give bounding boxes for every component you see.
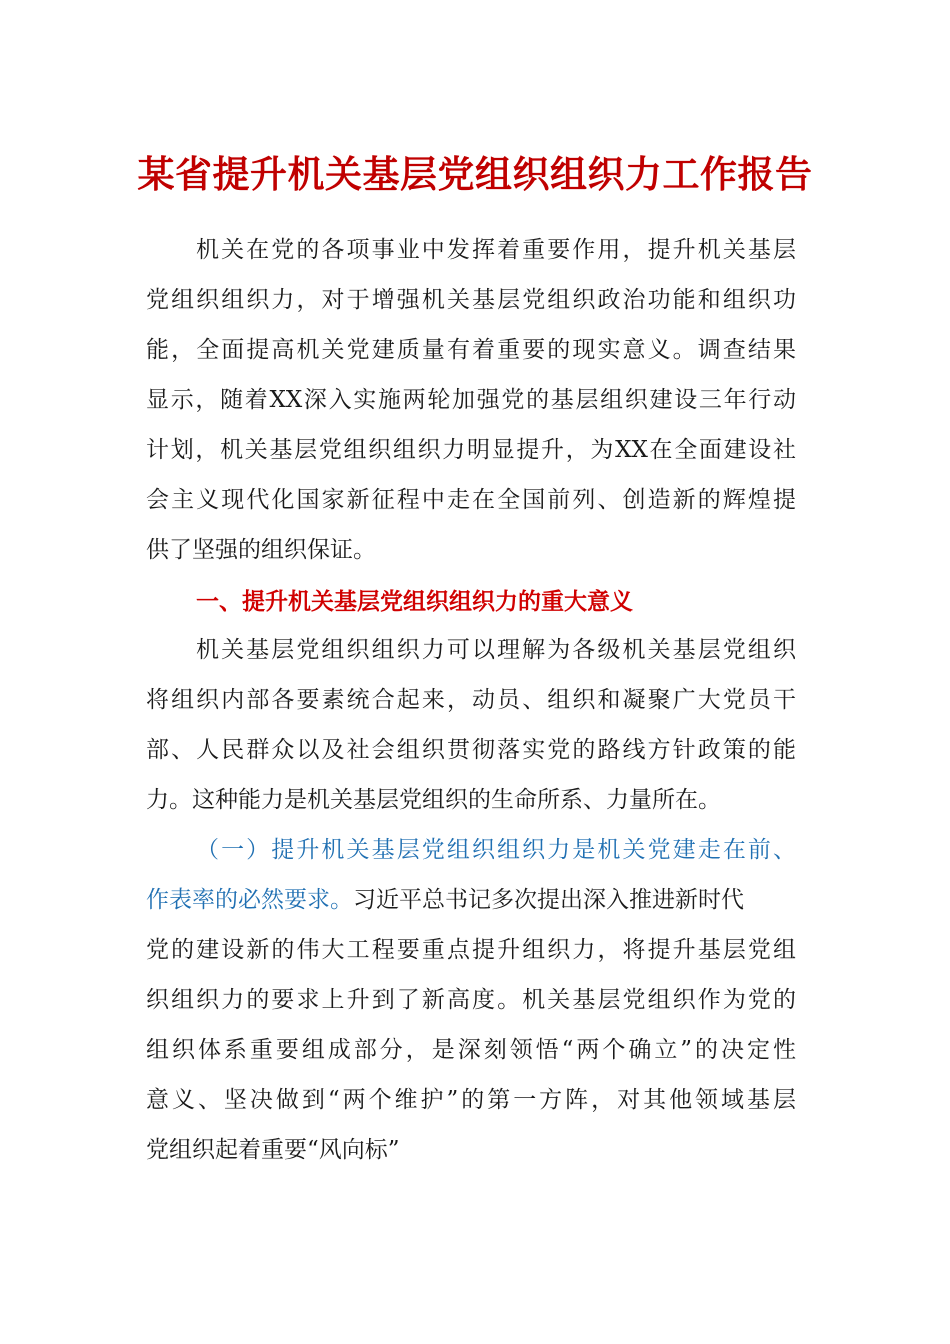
body-line: 党组织组织力，对于增强机关基层党组织政治功能和组织功 — [146, 287, 796, 313]
section-heading: 一、提升机关基层党组织组织力的重大意义 — [196, 589, 633, 615]
body-line: 党组织起着重要“风向标” — [146, 1137, 400, 1163]
subsection-heading-continued: 作表率的必然要求。 — [146, 887, 353, 913]
body-line: 将组织内部各要素统合起来，动员、组织和凝聚广大党员干 — [146, 687, 796, 713]
body-line: 组织体系重要组成部分，是深刻领悟“两个确立”的决定性 — [146, 1037, 796, 1063]
body-line-mixed — [146, 880, 796, 920]
body-line: 能，全面提高机关党建质量有着重要的现实意义。调查结果 — [146, 337, 796, 363]
body-line: 计划，机关基层党组织组织力明显提升，为XX在全面建设社 — [146, 437, 796, 463]
body-line: 供了坚强的组织保证。 — [146, 537, 376, 563]
body-line: 机关在党的各项事业中发挥着重要作用，提升机关基层 — [196, 237, 796, 263]
body-line: 织组织力的要求上升到了新高度。机关基层党组织作为党的 — [146, 987, 796, 1013]
body-line: 会主义现代化国家新征程中走在全国前列、创造新的辉煌提 — [146, 487, 796, 513]
body-line: 显示，随着XX深入实施两轮加强党的基层组织建设三年行动 — [146, 387, 796, 413]
subsection-heading: （一）提升机关基层党组织组织力是机关党建走在前、 — [196, 837, 796, 863]
body-line: 力。这种能力是机关基层党组织的生命所系、力量所在。 — [146, 787, 721, 813]
body-line: 机关基层党组织组织力可以理解为各级机关基层党组织 — [196, 637, 796, 663]
body-line: 意义、坚决做到“两个维护”的第一方阵，对其他领域基层 — [146, 1087, 796, 1113]
body-text: 习近平总书记多次提出深入推进新时代 — [353, 887, 744, 913]
body-line: 党的建设新的伟大工程要重点提升组织力，将提升基层党组 — [146, 937, 796, 963]
document-title: 某省提升机关基层党组织组织力工作报告 — [137, 152, 813, 196]
body-line: 部、人民群众以及社会组织贯彻落实党的路线方针政策的能 — [146, 737, 796, 763]
